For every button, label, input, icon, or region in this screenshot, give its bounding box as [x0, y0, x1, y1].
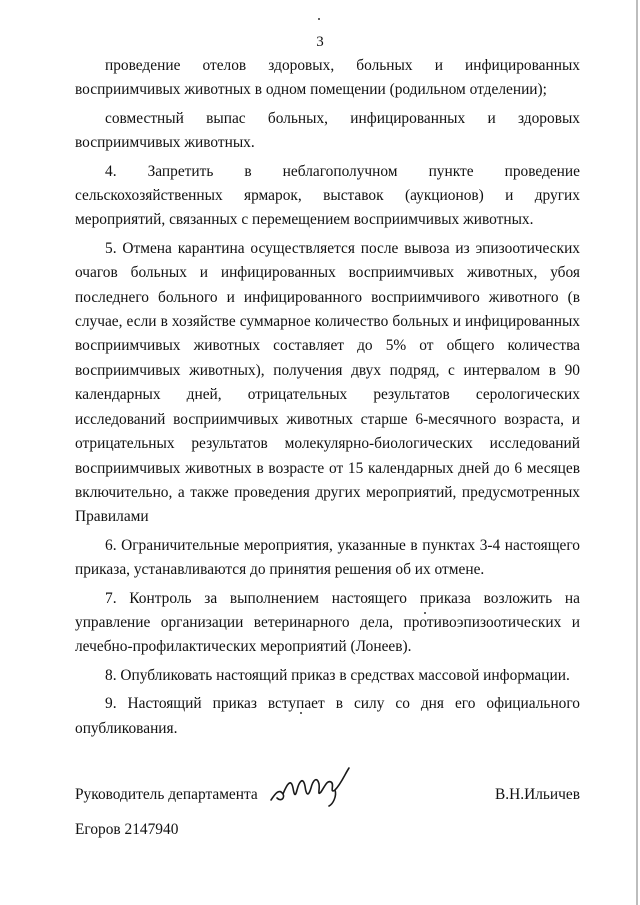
page-number: 3	[316, 34, 324, 50]
paragraph-8: 8. Опубликовать настоящий приказ в средствах массовой информации.	[105, 666, 570, 684]
scan-speck	[318, 18, 320, 20]
scan-edge-line	[636, 0, 638, 905]
document-body	[75, 54, 580, 741]
paragraph-4: 4. Запретить в неблагополучном пункте проведение сельскохозяйственных ярмарок, выставок (аукционов) и других мероприятий, связанных с перемещением восприимчивых животных.	[75, 162, 580, 229]
paragraph-9: 9. Настоящий приказ вступает в силу со дня его официального опубликования.	[75, 695, 580, 737]
scan-speck	[424, 612, 426, 614]
signature-block	[75, 786, 580, 816]
paragraph-6: 6. Ограничительные мероприятия, указанные в пунктах 3-4 настоящего приказа, устанавливаются до принятия решения об их отмене.	[75, 536, 580, 579]
paragraph-grazing: совместный выпас больных, инфицированных и здоровых восприимчивых животных.	[75, 109, 580, 152]
handwritten-signature	[265, 764, 355, 808]
paragraph-5: 5. Отмена карантина осуществляется после вывоза из эпизоотических очагов больных и инфицированных восприимчивых животных, убоя последнего больного и инфицированного восприимчивого животного (в случае, если в хозяйстве суммарное количество больных и инфицированных восприимчивых животных составляет до 5% от общего количества восприимчивых животных), получения двух подряд, с интервалом в 90 календарных дней, отрицательных результатов серологических исследований восприимчивых животных старше 6-месячного возраста, и отрицательных результатов молекулярно-биологических исследований восприимчивых животных в возрасте от 15 календарных дней до 6 месяцев включительно, а также проведения других мероприятий, предусмотренных Правилами	[75, 239, 580, 526]
scan-speck	[300, 712, 302, 714]
paragraph-calving: проведение отелов здоровых, больных и инфицированных восприимчивых животных в одном помещении (родильном отделении);	[75, 57, 580, 99]
executor-contact: Егоров 2147940	[75, 821, 179, 838]
signatory-name: В.Н.Ильичев	[495, 786, 580, 803]
paragraph-7: 7. Контроль за выполнением настоящего приказа возложить на управление организации ветеринарного дела, противоэпизоотических и лечебно-профилактических мероприятий (Лонеев).	[75, 589, 580, 656]
signatory-title: Руководитель департамента	[75, 786, 258, 803]
